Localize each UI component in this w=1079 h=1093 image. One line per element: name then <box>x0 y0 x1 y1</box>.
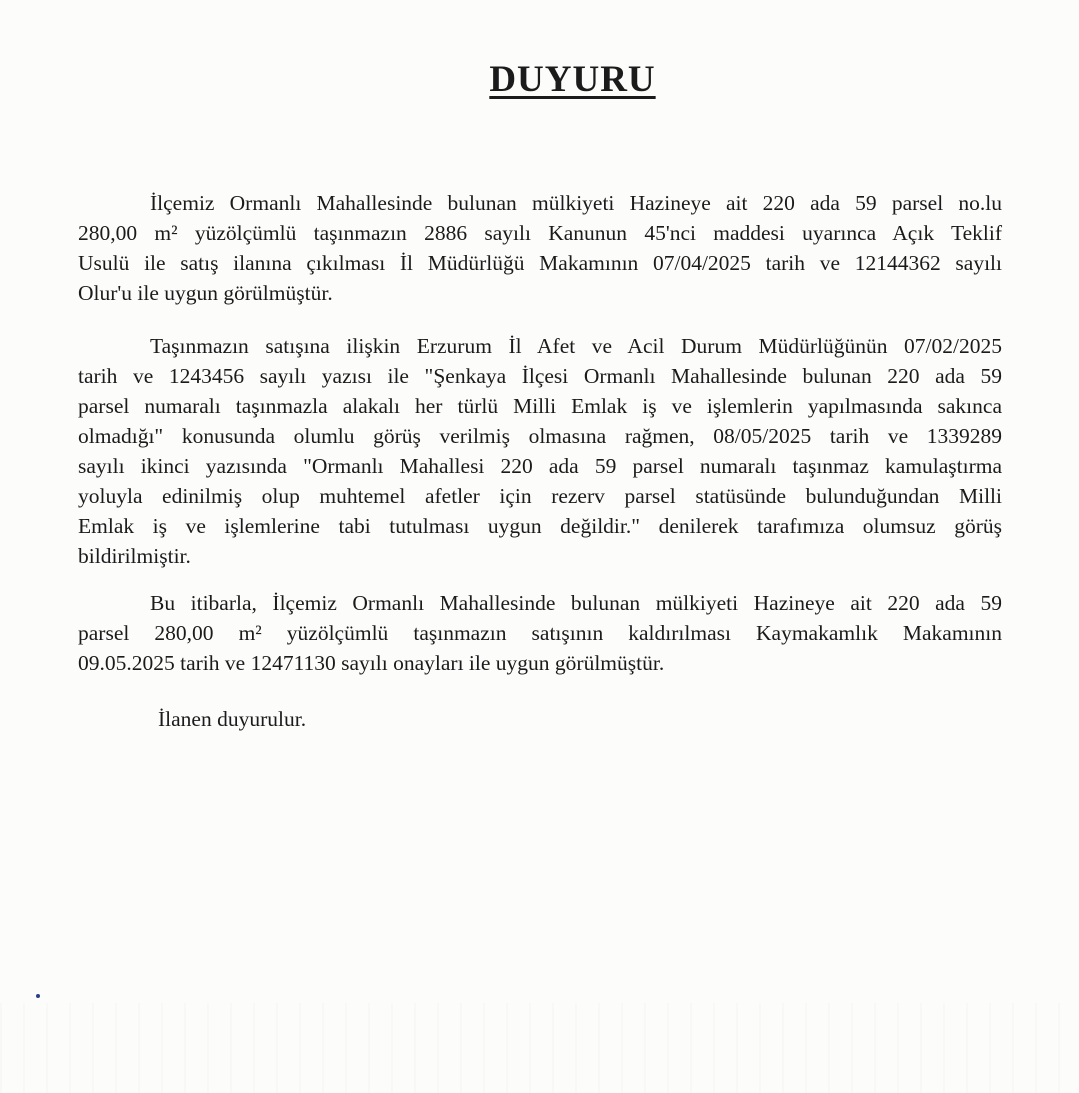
paragraph-line: olmadığı" konusunda olumlu görüş verilmiş olmasına rağmen, 08/05/2025 tarih ve 1339289 <box>78 424 1002 448</box>
paragraph-4 <box>158 704 1079 734</box>
paragraph-line: 280,00 m² yüzölçümlü taşınmazın 2886 sayılı Kanunun 45'nci maddesi uyarınca Açık Teklif <box>78 221 1002 245</box>
paragraph-line: yoluyla edinilmiş olup muhtemel afetler için rezerv parsel statüsünde bulunduğundan Milli <box>78 484 1002 508</box>
document-title <box>0 58 1079 101</box>
paragraph-line: parsel numaralı taşınmazla alakalı her türlü Milli Emlak iş ve işlemlerin yapılmasında sakınca <box>78 394 1002 418</box>
paragraph-line: Emlak iş ve işlemlerine tabi tutulması uygun değildir." denilerek tarafımıza olumsuz görüş <box>78 514 1002 538</box>
paragraph-line: Taşınmazın satışına ilişkin Erzurum İl Afet ve Acil Durum Müdürlüğünün 07/02/2025 <box>150 334 1002 358</box>
title-text: DUYURU <box>489 59 656 100</box>
paragraph-line: İlçemiz Ormanlı Mahallesinde bulunan mülkiyeti Hazineye ait 220 ada 59 parsel no.lu <box>150 191 1002 215</box>
paragraph-line: sayılı ikinci yazısında "Ormanlı Mahallesi 220 ada 59 parsel numaralı taşınmaz kamulaştırma <box>78 454 1002 478</box>
scan-noise <box>0 1003 1079 1093</box>
paragraph-3 <box>78 588 1002 678</box>
ink-speck <box>36 994 40 998</box>
paragraph-line: tarih ve 1243456 sayılı yazısı ile "Şenkaya İlçesi Ormanlı Mahallesinde bulunan 220 ada 59 <box>78 364 1002 388</box>
paragraph-line: 09.05.2025 tarih ve 12471130 sayılı onayları ile uygun görülmüştür. <box>78 651 665 675</box>
paragraph-line: Usulü ile satış ilanına çıkılması İl Müdürlüğü Makamının 07/04/2025 tarih ve 12144362 sayılı <box>78 251 1002 275</box>
paragraph-line: Olur'u ile uygun görülmüştür. <box>78 281 333 305</box>
paragraph-1 <box>78 188 1002 308</box>
paragraph-line: bildirilmiştir. <box>78 544 191 568</box>
paragraph-2 <box>78 331 1002 571</box>
paragraph-line: İlanen duyurulur. <box>158 707 307 731</box>
paragraph-line: Bu itibarla, İlçemiz Ormanlı Mahallesinde bulunan mülkiyeti Hazineye ait 220 ada 59 <box>150 591 1002 615</box>
paragraph-line: parsel 280,00 m² yüzölçümlü taşınmazın satışının kaldırılması Kaymakamlık Makamının <box>78 621 1002 645</box>
